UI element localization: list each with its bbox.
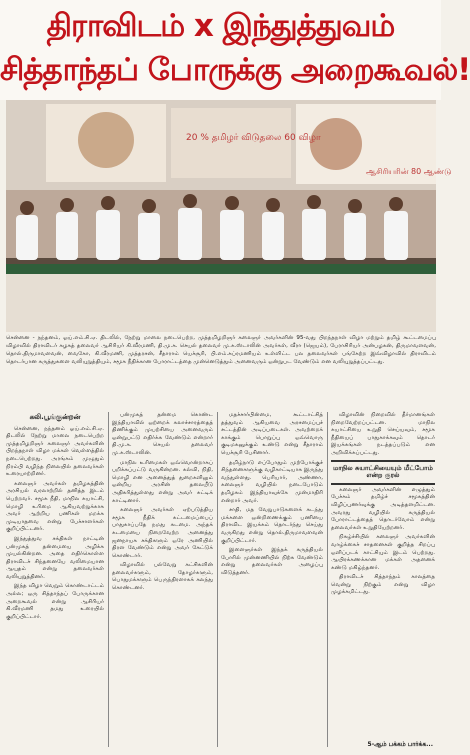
paragraph: இந்துத்துவ சக்திகள் நாட்டின் பன்முகத் தன்மையை அழிக்க முயல்கின்றன. அதை எதிர்கொள்ள திராவிடச் சிந்தனையே வலிமையான ஆயுதம் என்று தலைவர்கள் வலியுறுத்தினர். — [6, 535, 104, 580]
paragraph: கலைஞர் அவர்கள் தமிழகத்தின் அரசியல் வரலாற்றில் தனித்த இடம் பெற்றவர். சமூக நீதி, மாநில சுயாட்சி, மொழி உரிமை ஆகியவற்றுக்காக அவர் ஆற்றிய பணிகள் மறக்க முடியாதவை என்று பேச்சாளர்கள் குறிப்பிட்டனர். — [6, 480, 104, 533]
column-divider — [108, 412, 109, 747]
column-divider — [217, 412, 218, 747]
headline-line-1: திராவிடம் x இந்துத்துவம் — [46, 8, 395, 44]
article-column-1 — [6, 412, 104, 747]
column-divider — [327, 412, 328, 747]
paragraph: கலைஞர் அவர்கள் ஏற்படுத்திய சமூக நீதிக் கட்டமைப்பைப் பாதுகாப்பதே நமது கடமை. அந்தக் கடமையை நிறைவேற்ற அனைத்து ஜனநாயக சக்திகளும் ஒரே அணியில் திரள வேண்டும் என்று அவர் கேட்டுக் கொண்டார். — [112, 507, 213, 559]
article-column-2 — [112, 412, 213, 747]
paragraph: பன்முகத் தன்மை கொண்ட இந்தியாவில் ஒற்றைக் கலாச்சாரத்தைத் திணிக்கும் முயற்சியை அனைவரும் ஒன்றுபட்டு எதிர்க்க வேண்டும் என்றார் தி.மு.க. செயல் தலைவர் மு.க.ஸ்டாலின். — [112, 412, 213, 456]
paragraph: கலைஞர் அவர்களின் எழுத்தும் பேச்சும் தமிழ்ச் சமூகத்தின் விழிப்புணர்வுக்கு அடித்தளமிட்டன. அவரது வழியில் கருத்தியல் போராட்டத்தைத் தொடர்வோம் என்று தலைவர்கள் உறுதியேற்றனர். — [331, 486, 435, 531]
paragraph: சென்னை, நந்தனம் ஓய்.எம்.சி.ஏ. திடலில் நேற்று மாலை நடைபெற்ற முத்தமிழறிஞர் கலைஞர் அவர்களின் பிறந்தநாள் விழா மக்கள் வெள்ளத்தில் நடைபெற்றது. அரங்கம் முழுதும் நிரம்பி வழிந்த நிலையில் தலைவர்கள் உரையாற்றினர். — [6, 425, 104, 478]
paragraph: விழாவின் நிறைவில் தீர்மானங்கள் நிறைவேற்றப்பட்டன. மாநில சுயாட்சியை உறுதி செய்யவும், சமூக நீதியைப் பாதுகாக்கவும் தொடர் இயக்கங்கள் நடத்தப்படும் என அறிவிக்கப்பட்டது. — [331, 412, 435, 456]
stage-photo-illustration — [6, 100, 452, 332]
paragraph: நிகழ்ச்சியில் கலைஞர் அவர்களின் வாழ்க்கைச் சாதனைகள் குறித்த சிறப்பு ஒளிப்படக் காட்சியும் இடம் பெற்றது. ஆயிரக்கணக்கான மக்கள் அதனைக் கண்டு மகிழ்ந்தனர். — [331, 534, 435, 571]
paragraph: மதச்சார்பின்மை, கூட்டாட்சித் தத்துவம் ஆகியவை அரசமைப்புச் சட்டத்தின் அடிப்படைகள். அவற்றைக் காக்கும் பொறுப்பு ஒவ்வொரு குடிமகனுக்கும் உண்டு என்று சீதாராம் யெச்சூரி பேசினார். — [221, 412, 323, 456]
paragraph: சாதி, மத வேறுபாடுகளைக் கடந்து மக்களை ஒன்றிணைக்கும் பணியை திராவிட இயக்கம் தொடர்ந்து செய்து வருகிறது என்று தொல்.திருமாவளவன் குறிப்பிட்டார். — [221, 507, 323, 544]
article-column-4 — [331, 412, 435, 747]
subheading: மாநில சுயாட்சியையும் மீட்போம் என்ற குரல் — [333, 463, 433, 480]
headline-block — [0, 0, 470, 100]
subhead-rule — [331, 483, 435, 485]
article-column-3 — [221, 412, 323, 747]
continued-note: 5-ஆம் பக்கம் பார்க்க... — [367, 741, 433, 748]
paragraph: இந்த விழா வெறும் கொண்டாட்டம் அல்ல; ஒரு சித்தாந்தப் போருக்கான அறைகூவல் என்று ஆசிரியர் கி.வீரமணி தமது உரையில் குறிப்பிட்டார். — [6, 583, 104, 620]
paragraph: திராவிடச் சித்தாந்தம் காலத்தை வென்று நிற்கும் என்று விழா முழக்கமிட்டது. — [331, 574, 435, 596]
banner-text: 20 % தமிழர் விடுதலை 60 விழா — [186, 133, 321, 143]
paragraph: தமிழ்நாடு எப்போதும் முற்போக்குச் சிந்தனைகளுக்கு வழிகாட்டியாக இருந்து வந்துள்ளது. பெரியார், அண்ணா, கலைஞர் வழியில் நடைபோடும் தமிழகம் இந்தியாவுக்கே முன்மாதிரி என்றார் அவர். — [221, 459, 323, 504]
event-photo — [6, 100, 452, 332]
paragraph: இளைஞர்கள் இந்தக் கருத்தியல் போரில் முன்னணியில் நிற்க வேண்டும் என்று தலைவர்கள் அழைப்பு விடுத்தனர். — [221, 547, 323, 576]
byline: கலி.பூங்குன்றன் — [29, 413, 81, 421]
banner-text-right: ஆசிரியரின் 80 ஆண்டு — [366, 167, 452, 176]
photo-caption: சென்னை - நந்தனம், ஓய்.எம்.சி.ஏ. திடலில், நேற்று மாலை நடைபெற்ற, முத்தமிழறிஞர் கலைஞர் அவர்களின் 95-வது பிறந்தநாள் விழா மற்றும் தமிழ் கூட்டமைப்பு விழாவில் திராவிடர் கழகத் தலைவர் ஆசிரியர் கி.வீரமணி, தி.மு.க. செயல் தலைவர் மு.க.ஸ்டாலின் அவர்கள், வீரா (ஜெயம்), பேராசிரியர் அன்பழகன், திருமாவளவன், தொல்.திருமாவளவன், வைகோ, கி.வீரமணி, முத்தரசன், சீதாராம் யெச்சூரி, பி.எம்.சுப்ரமணியம் உள்ளிட்ட பல தலைவர்கள் பங்கேற்ற இவ்விழாவில் திராவிடம் தொடர்பான கருத்துகளை வலியுறுத்தியும், சமூக நீதிக்கான போராட்டத்தை முன்னெடுத்தும் அனைவரும் ஒன்றுபட வேண்டும் என வலியுறுத்தப்பட்டது. — [6, 335, 436, 365]
paragraph: விழாவில் பல்வேறு கட்சிகளின் தலைவர்களும், தோழர்களும், பொதுமக்களும் பெருந்திரளாகக் கலந்து கொண்டனர். — [112, 562, 213, 592]
paragraph: மாநில உரிமைகள் ஒவ்வொன்றாகப் பறிக்கப்பட்டு வருகின்றன. கல்வி, நிதி, மொழி என அனைத்துத் துறைகளிலும் ஒன்றிய அரசின் தலையீடு அதிகரித்துள்ளது என்று அவர் சுட்டிக் காட்டினார். — [112, 459, 213, 504]
subhead-rule — [331, 460, 435, 462]
headline-line-2: சித்தாந்தப் போருக்கு அறைகூவல்! — [0, 52, 470, 88]
